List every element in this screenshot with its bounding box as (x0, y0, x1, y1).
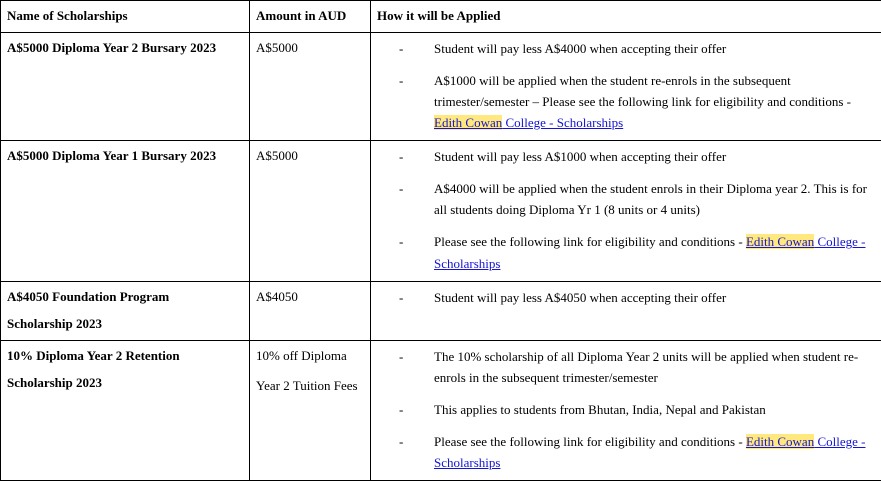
list-item (377, 431, 875, 473)
scholarship-amount-line: A$5000 (256, 38, 364, 58)
table-row (1, 33, 881, 141)
scholarship-name (1, 141, 250, 281)
scholarship-link-highlight[interactable]: Edith Cowan (746, 234, 814, 249)
table-row (1, 281, 881, 340)
application-bullet-list (377, 38, 875, 133)
list-item-text: Please see the following link for eligibility and conditions - (434, 434, 746, 449)
table-row (1, 141, 881, 281)
bullet-marker: - (399, 431, 403, 452)
scholarship-link[interactable]: College - Scholarships (434, 234, 865, 270)
column-header-name: Name of Scholarships (1, 1, 250, 33)
list-item (377, 178, 875, 220)
scholarship-amount-line: 10% off Diploma (256, 346, 364, 366)
scholarship-name-line: Scholarship 2023 (7, 314, 243, 334)
table-body (1, 33, 881, 481)
list-item-text: Student will pay less A$1000 when accepting their offer (434, 149, 726, 164)
list-item (377, 346, 875, 388)
scholarship-name-line: A$5000 Diploma Year 2 Bursary 2023 (7, 38, 243, 58)
list-item-text: Student will pay less A$4000 when accepting their offer (434, 41, 726, 56)
list-item-text: Please see the following link for eligibility and conditions - (434, 234, 746, 249)
scholarship-name-line: 10% Diploma Year 2 Retention (7, 346, 243, 366)
scholarship-name (1, 281, 250, 340)
scholarship-name-line: A$5000 Diploma Year 1 Bursary 2023 (7, 146, 243, 166)
list-item (377, 70, 875, 133)
scholarship-amount (250, 281, 371, 340)
list-item-text: The 10% scholarship of all Diploma Year 2 units will be applied when student re-enrols in the subsequent trimester/semester (434, 349, 858, 385)
table-header-row (1, 1, 881, 33)
list-item-text: A$1000 will be applied when the student re-enrols in the subsequent trimester/semester – Please see the following link for eligibility and conditions - (434, 73, 851, 109)
scholarship-name-line: A$4050 Foundation Program (7, 287, 243, 307)
list-item (377, 399, 875, 420)
scholarship-application (371, 281, 881, 340)
scholarship-amount-line: Year 2 Tuition Fees (256, 376, 364, 396)
table-header (1, 1, 881, 33)
list-item-text: A$4000 will be applied when the student enrols in their Diploma year 2. This is for all students doing Diploma Yr 1 (8 units or 4 units) (434, 181, 867, 217)
bullet-marker: - (399, 178, 403, 199)
list-item (377, 231, 875, 273)
scholarship-link-highlight[interactable]: Edith Cowan (434, 115, 502, 130)
scholarship-link[interactable]: College - Scholarships (434, 434, 865, 470)
application-bullet-list (377, 346, 875, 473)
bullet-marker: - (399, 38, 403, 59)
application-bullet-list (377, 287, 875, 308)
scholarship-name (1, 33, 250, 141)
column-header-amount: Amount in AUD (250, 1, 371, 33)
bullet-marker: - (399, 146, 403, 167)
scholarship-amount (250, 141, 371, 281)
bullet-marker: - (399, 346, 403, 367)
application-bullet-list (377, 146, 875, 273)
scholarship-link[interactable]: College - Scholarships (502, 115, 623, 130)
list-item-text: Student will pay less A$4050 when accepting their offer (434, 290, 726, 305)
scholarship-amount (250, 33, 371, 141)
list-item (377, 38, 875, 59)
column-header-application: How it will be Applied (371, 1, 881, 33)
list-item (377, 287, 875, 308)
bullet-marker: - (399, 287, 403, 308)
bullet-marker: - (399, 70, 403, 91)
bullet-marker: - (399, 399, 403, 420)
list-item-text: This applies to students from Bhutan, India, Nepal and Pakistan (434, 402, 766, 417)
scholarship-amount-line: A$4050 (256, 287, 364, 307)
scholarship-application (371, 33, 881, 141)
scholarship-application (371, 141, 881, 281)
scholarship-link-highlight[interactable]: Edith Cowan (746, 434, 814, 449)
scholarship-name-line: Scholarship 2023 (7, 373, 243, 393)
bullet-marker: - (399, 231, 403, 252)
list-item (377, 146, 875, 167)
scholarship-amount-line: A$5000 (256, 146, 364, 166)
